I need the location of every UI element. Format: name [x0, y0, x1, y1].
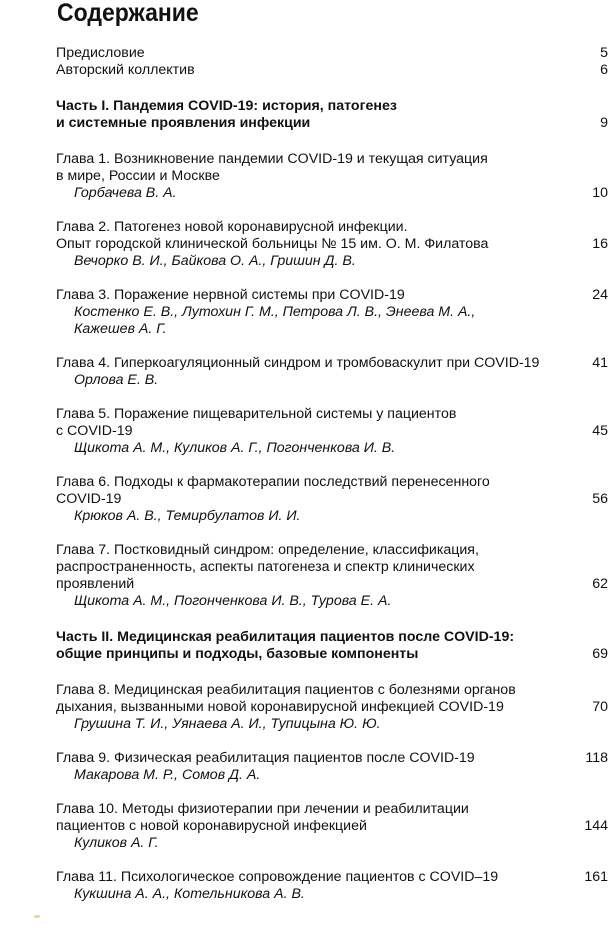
toc-part-title: Часть I. Пандемия COVID-19: история, патогенез и системные проявления инфекции: [56, 98, 397, 131]
toc-page-number: 5: [600, 45, 608, 61]
toc-chapter-title: Глава 8. Медицинская реабилитация пациентов с болезнями органов дыхания, вызванными новой коронавирусной инфекцией COVID-19: [56, 682, 516, 715]
toc-chapter-4[interactable]: [56, 355, 608, 389]
toc-chapter-authors: Костенко Е. В., Лутохин Г. М., Петрова Л. В., Энеева М. А., Кажешев А. Г.: [74, 304, 476, 337]
toc-chapter-title: Глава 10. Методы физиотерапии при лечении и реабилитации пациентов с новой коронавирусной инфекцией: [56, 801, 469, 834]
toc-chapter-11[interactable]: [56, 869, 608, 903]
toc-chapter-authors: Кукшина А. А., Котельникова А. В.: [74, 886, 305, 902]
toc-chapter-6[interactable]: [56, 474, 608, 525]
toc-chapter-title: Глава 9. Физическая реабилитация пациентов после COVID-19: [56, 750, 475, 766]
toc-page-number: 45: [592, 423, 608, 439]
toc-chapter-title: Глава 6. Подходы к фармакотерапии последствий перенесенного COVID-19: [56, 474, 490, 507]
toc-chapter-7[interactable]: [56, 542, 608, 610]
toc-page-number: 118: [585, 750, 608, 766]
toc-chapter-title: Глава 1. Возникновение пандемии COVID-19 и текущая ситуация в мире, России и Москве: [56, 151, 488, 184]
toc-chapter-authors: Крюков А. В., Темирбулатов И. И.: [74, 508, 301, 524]
toc-chapter-8[interactable]: [56, 682, 608, 733]
toc-page-number: 161: [584, 869, 608, 885]
toc-chapter-title: Глава 11. Психологическое сопровождение пациентов с COVID–19: [56, 869, 499, 885]
toc-page-number: 10: [592, 185, 608, 201]
toc-chapter-authors: Макарова М. Р., Сомов Д. А.: [74, 767, 261, 783]
toc-chapter-title: Глава 2. Патогенез новой коронавирусной инфекции. Опыт городской клинической больницы № 15 им. О. М. Филатова: [56, 219, 489, 252]
paper-speck: [34, 915, 40, 918]
toc-part-title: Часть II. Медицинская реабилитация пациентов после COVID-19: общие принципы и подходы, базовые компоненты: [56, 629, 515, 662]
toc-chapter-authors: Орлова Е. В.: [74, 372, 159, 388]
toc-page-number: 41: [592, 355, 608, 371]
toc-chapter-authors: Куликов А. Г.: [74, 835, 159, 851]
toc-page-number: 16: [592, 236, 608, 252]
toc-chapter-title: Глава 3. Поражение нервной системы при COVID-19: [56, 287, 405, 303]
toc-chapter-authors: Вечорко В. И., Байкова О. А., Гришин Д. В.: [74, 253, 356, 269]
toc-page-number: 69: [592, 646, 608, 662]
toc-chapter-authors: Щикота А. М., Куликов А. Г., Погонченкова И. В.: [74, 440, 396, 456]
toc-chapter-2[interactable]: [56, 219, 608, 270]
toc-chapter-authors: Грушина Т. И., Уянаева А. И., Тупицына Ю. Ю.: [74, 716, 381, 732]
toc-entry-title: Авторский коллектив: [56, 62, 195, 78]
toc-chapter-1[interactable]: [56, 151, 608, 202]
toc-chapter-3[interactable]: [56, 287, 608, 338]
toc-entry-title: Предисловие: [56, 45, 145, 61]
toc-chapter-9[interactable]: [56, 750, 608, 784]
toc-chapter-title: Глава 5. Поражение пищеварительной системы у пациентов с COVID-19: [56, 406, 457, 439]
toc-chapter-title: Глава 4. Гиперкоагуляционный синдром и тромбоваскулит при COVID-19: [56, 355, 540, 371]
toc-page-number: 9: [600, 115, 608, 131]
toc-entry-authors-collective[interactable]: [56, 62, 608, 79]
toc-page-number: 24: [592, 287, 608, 303]
table-of-contents: [56, 45, 608, 903]
toc-page-number: 144: [584, 818, 608, 834]
toc-page-number: 6: [600, 62, 608, 78]
toc-part-2[interactable]: [56, 629, 608, 663]
toc-page-number: 62: [592, 576, 608, 592]
toc-part-1[interactable]: [56, 98, 608, 132]
toc-chapter-5[interactable]: [56, 406, 608, 457]
toc-page-number: 56: [592, 491, 608, 507]
toc-chapter-10[interactable]: [56, 801, 608, 852]
page-title: Содержание: [57, 0, 199, 27]
toc-chapter-title: Глава 7. Постковидный синдром: определение, классификация, распространенность, аспекты патогенеза и спектр клинических проявлений: [56, 542, 479, 592]
toc-chapter-authors: Щикота А. М., Погонченкова И. В., Турова Е. А.: [74, 593, 392, 609]
toc-page-number: 70: [592, 699, 608, 715]
toc-entry-preface[interactable]: [56, 45, 608, 62]
toc-chapter-authors: Горбачева В. А.: [74, 185, 177, 201]
